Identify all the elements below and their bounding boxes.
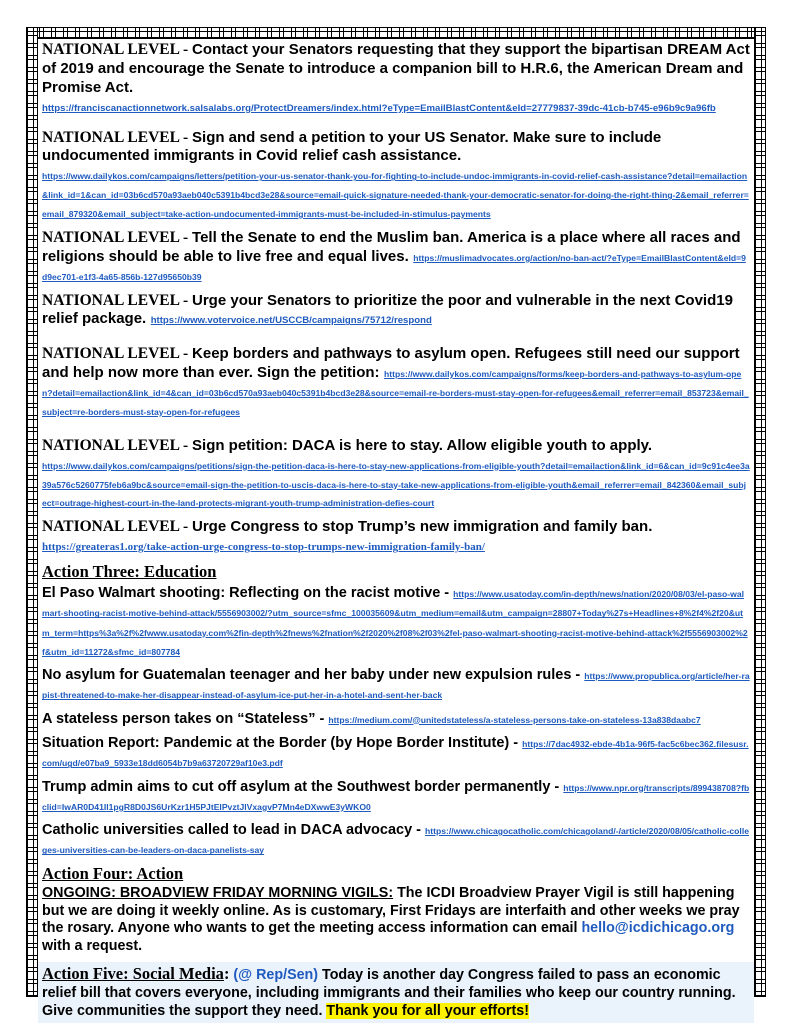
heading-colon: : (223, 964, 230, 984)
vigil-lead: ONGOING: BROADVIEW FRIDAY MORNING VIGILS: (42, 884, 394, 901)
national-level-prefix: NATIONAL LEVEL - (42, 291, 193, 309)
national-item-text: Urge your Senators to prioritize the poor and vulnerable in the next Covid19 relief package. (42, 291, 733, 328)
national-level-prefix: NATIONAL LEVEL - (42, 228, 193, 246)
education-item-link[interactable]: https://www.usatoday.com/in-depth/news/nation/2020/08/03/el-paso-walmart-shooting-racist-motive-behind-attack/5556903002/?utm_source=sfmc_100035609&utm_medium=email&utm_campaign=28807+Today%27s+Headlines+8%2f4%2f20&utm_term=https%3a%2f%2fwww.usatoday.com%2fin-depth%2fnews%2fnation%2f2020%2f08%2f03%2fel-paso-walmart-shooting-racist-motive-behind-attack%2f5556903002%2f&utm_id=11272&sfmc_id=807784 (42, 589, 748, 657)
social-media-text: Today is another day Congress failed to pass an economic relief bill that covers everyone, including immigrants and their families who keep our country running. Give communities the support they need. (42, 967, 736, 1019)
education-item-link[interactable]: https://www.chicagocatholic.com/chicagoland/-/article/2020/08/05/catholic-colleges-universities-can-be-leaders-on-daca-panelists-say (42, 826, 749, 856)
national-item-link[interactable]: https://franciscanactionnetwork.salsalabs.org/ProtectDreamers/index.html?eType=EmailBlastContent&eId=27779837-39dc-41cb-b745-e96b9c9a96fb (42, 102, 716, 114)
section-heading-social-media: Action Five: Social Media (42, 964, 224, 984)
border-left (26, 27, 38, 997)
national-item-link[interactable]: https://www.dailykos.com/campaigns/forms/keep-borders-and-pathways-to-asylum-open?detail=emailaction&link_id=4&can_id=03b6cd570a93aeb040c5391b4bcd3e28&source=email-re-borders-must-stay-open-for-refugees&email_referrer=email_853723&email_subject=re-borders-must-stay-open-for-refugees (42, 369, 749, 417)
national-item (42, 292, 750, 330)
education-item-title: A stateless person takes on “Stateless” - (42, 710, 329, 727)
education-item-link[interactable]: https://www.propublica.org/article/her-rapist-threatened-to-make-her-disappear-instead-of-asylum-ice-put-her-in-a-hotel-and-sent-her-back (42, 670, 750, 701)
national-item-text: Sign petition: DACA is here to stay. Allow eligible youth to apply. (192, 436, 653, 454)
education-item-title: Catholic universities called to lead in DACA advocacy - (42, 822, 426, 839)
education-item-title: Situation Report: Pandemic at the Border (by Hope Border Institute) - (42, 734, 523, 751)
education-item-title: Trump admin aims to cut off asylum at the Southwest border permanently - (42, 778, 564, 795)
border-top (26, 27, 766, 39)
national-item-link[interactable]: https://www.votervoice.net/USCCB/campaigns/75712/respond (150, 315, 432, 327)
national-item-text: Contact your Senators requesting that they support the bipartisan DREAM Act of 2019 and encourage the Senate to introduce a companion bill to H.R.6, the American Dream and Promise Act (42, 41, 750, 96)
national-level-prefix: NATIONAL LEVEL - (42, 41, 193, 58)
education-item (42, 709, 750, 728)
border-right (754, 27, 766, 997)
education-item-link[interactable]: https://www.npr.org/transcripts/899438708?fbclid=IwAR0D41Il1pgR8D0JS6UrKzr1H5PJtElPvztJlVxagvP7Mn4eDXwwE3yWKO0 (42, 782, 750, 812)
education-item (42, 733, 750, 772)
national-item-text: Urge Congress to stop Trump’s new immigration and family ban. (192, 518, 653, 536)
education-item (42, 583, 750, 660)
section-heading-education: Action Three: Education (42, 562, 217, 581)
thank-you-highlight: Thank you for all your efforts! (326, 1002, 529, 1019)
education-item (42, 665, 750, 704)
education-item-title: El Paso Walmart shooting: Reflecting on the racist motive - (42, 585, 454, 601)
national-item (42, 437, 750, 513)
national-item-link[interactable]: https://www.dailykos.com/campaigns/petitions/sign-the-petition-daca-is-here-to-stay-new-applications-from-eligible-youth?detail=emailaction&link_id=6&can_id=9c91c4ee3a39a576c5260775feb6a9bc&source=email-sign-the-petition-to-uscis-daca-is-here-to-stay-take-new-applications-from-eligible-youth&email_referrer=email_842360&email_subject=outrage-highest-court-in-the-land-protects-migrant-youth-trump-administration-defies-court (42, 460, 750, 509)
national-item (42, 129, 750, 223)
national-level-prefix: NATIONAL LEVEL - (42, 518, 193, 536)
vigil-paragraph (42, 885, 750, 956)
national-item (42, 518, 750, 556)
education-item (42, 777, 750, 816)
national-level-prefix: NATIONAL LEVEL - (42, 128, 193, 146)
social-media-section (38, 962, 754, 1023)
rep-sen-handle: (@ Rep/Sen) (229, 967, 319, 984)
national-item-suffix: . (128, 78, 134, 96)
national-item-link[interactable]: https://muslimadvocates.org/action/no-ban-act/?eType=EmailBlastContent&eId=9d9ec701-e1f3-4a65-856b-127d95650b39 (42, 252, 746, 282)
national-item (42, 41, 750, 117)
education-item-title: No asylum for Guatemalan teenager and her baby under new expulsion rules - (42, 666, 585, 683)
national-item-link[interactable]: https://greateras1.org/take-action-urge-congress-to-stop-trumps-new-immigration-family-ban/ (42, 541, 485, 554)
national-item (42, 229, 750, 286)
page-frame (26, 27, 766, 1019)
education-item-link[interactable]: https://7dac4932-ebde-4b1a-96f5-fac5c6bec362.filesusr.com/ugd/e07ba9_5933e18dd6054b7b9a63720729af10e3.pdf (42, 738, 749, 769)
section-heading-action: Action Four: Action (42, 863, 184, 883)
national-item-text: Keep borders and pathways to asylum open. Refugees still need our support and help now more than ever. Sign the petition: (42, 345, 740, 382)
national-item-text: Sign and send a petition to your US Senator. Make sure to include undocumented immigrants in Covid relief cash assistance. (42, 128, 662, 165)
national-item-link[interactable]: https://www.dailykos.com/campaigns/letters/petition-your-us-senator-thank-you-for-fighting-to-include-undoc-immigrants-in-covid-relief-cash-assistance?detail=emailaction&link_id=1&can_id=03b6cd570a93aeb040c5391b4bcd3e28&source=email-quick-signature-needed-thank-your-democratic-senator-for-doing-the-right-thing-2&email_referrer=email_879320&email_subject=take-action-undocumented-immigrants-must-be-included-in-stimulus-payments (42, 171, 749, 219)
national-level-prefix: NATIONAL LEVEL - (42, 345, 193, 363)
social-media-paragraph (42, 964, 750, 1021)
national-level-prefix: NATIONAL LEVEL - (42, 436, 193, 454)
education-item-link[interactable]: https://medium.com/@unitedstateless/a-stateless-persons-take-on-stateless-13a838daabc7 (328, 714, 701, 725)
document-body (42, 41, 750, 1019)
vigil-tail: with a request. (42, 938, 143, 955)
vigil-text: The ICDI Broadview Prayer Vigil is still happening but we are doing it weekly online. As is customary, First Fridays are interfaith and other weeks we pray the rosary. Anyone who wants to get the meeting access information can email (42, 884, 740, 937)
education-item (42, 820, 750, 859)
national-item-text: Tell the Senate to end the Muslim ban. America is a place where all races and religions should be able to live free and equal lives. (42, 228, 741, 265)
national-item (42, 345, 750, 421)
email-link[interactable]: hello@icdichicago.org (581, 920, 735, 937)
